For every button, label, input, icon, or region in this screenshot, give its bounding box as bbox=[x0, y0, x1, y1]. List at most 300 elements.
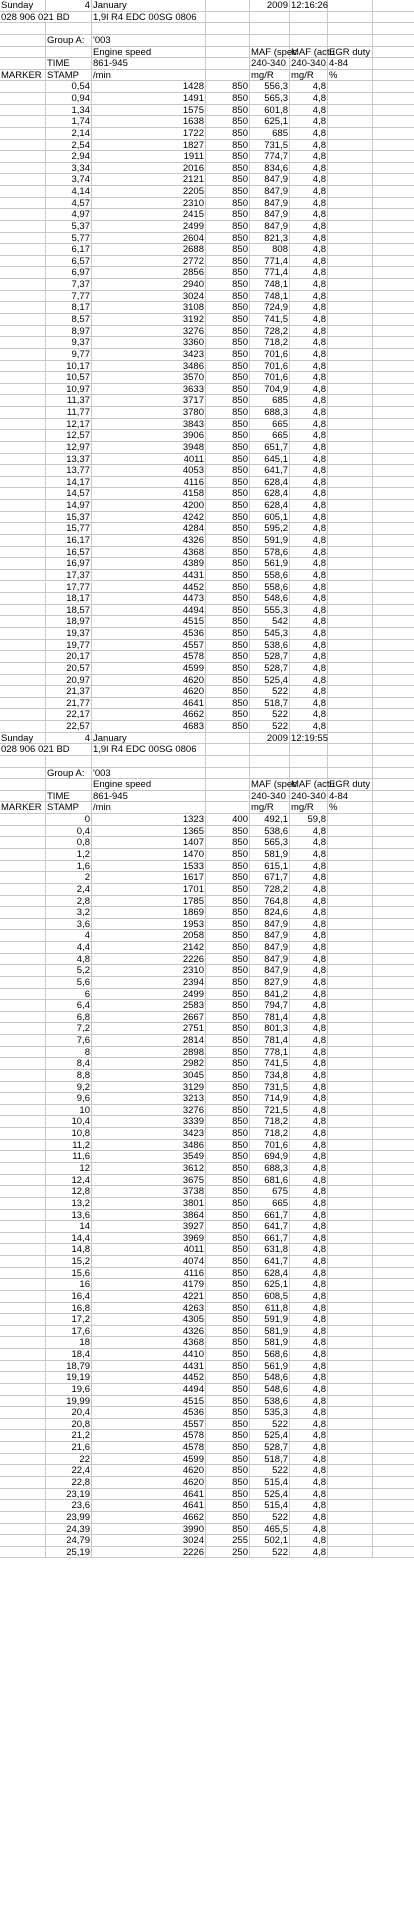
empty-cell[interactable] bbox=[373, 965, 414, 976]
engine-speed-cell[interactable]: 4452 bbox=[92, 582, 206, 593]
empty-cell[interactable] bbox=[373, 535, 414, 546]
maf-actual-cell[interactable]: 718,2 bbox=[250, 1116, 290, 1127]
egr-duty-cell[interactable]: 4,8 bbox=[290, 523, 328, 534]
stamp-cell[interactable]: 22,4 bbox=[46, 1465, 92, 1476]
year-cell[interactable]: 2009 bbox=[250, 0, 290, 11]
stamp-cell[interactable]: 10,17 bbox=[46, 361, 92, 372]
maf-spec-cell[interactable]: 850 bbox=[206, 244, 250, 255]
stamp-cell[interactable]: 19,99 bbox=[46, 1396, 92, 1407]
maf-spec-cell[interactable]: 850 bbox=[206, 884, 250, 895]
empty-cell[interactable] bbox=[373, 198, 414, 209]
maf-actual-cell[interactable]: 847,9 bbox=[250, 954, 290, 965]
egr-duty-cell[interactable]: 4,8 bbox=[290, 1512, 328, 1523]
marker-cell[interactable] bbox=[0, 861, 46, 872]
empty-cell[interactable] bbox=[373, 1372, 414, 1383]
stamp-cell[interactable]: 5,77 bbox=[46, 233, 92, 244]
maf-spec-cell[interactable]: 850 bbox=[206, 1105, 250, 1116]
empty-cell[interactable] bbox=[373, 279, 414, 290]
maf-actual-cell[interactable]: 528,7 bbox=[250, 663, 290, 674]
egr-duty-cell[interactable]: 4,8 bbox=[290, 151, 328, 162]
empty-cell[interactable] bbox=[373, 558, 414, 569]
empty-cell[interactable] bbox=[373, 698, 414, 709]
empty-cell[interactable] bbox=[373, 267, 414, 278]
marker-cell[interactable] bbox=[0, 965, 46, 976]
marker-cell[interactable] bbox=[0, 233, 46, 244]
empty-cell[interactable] bbox=[328, 837, 373, 848]
empty-cell[interactable] bbox=[328, 512, 373, 523]
engine-speed-cell[interactable]: 4431 bbox=[92, 570, 206, 581]
empty-cell[interactable] bbox=[328, 1326, 373, 1337]
maf-spec-cell[interactable]: 850 bbox=[206, 407, 250, 418]
empty-cell[interactable] bbox=[373, 1151, 414, 1162]
egr-duty-cell[interactable]: 4,8 bbox=[290, 488, 328, 499]
maf-actual-cell[interactable]: 847,9 bbox=[250, 174, 290, 185]
stamp-cell[interactable]: 18,57 bbox=[46, 605, 92, 616]
marker-cell[interactable] bbox=[0, 1454, 46, 1465]
stamp-cell[interactable]: 6,17 bbox=[46, 244, 92, 255]
empty-cell[interactable] bbox=[328, 1116, 373, 1127]
empty-cell[interactable] bbox=[373, 896, 414, 907]
maf-spec-cell[interactable]: 850 bbox=[206, 1489, 250, 1500]
empty-cell[interactable] bbox=[328, 407, 373, 418]
marker-cell[interactable] bbox=[0, 244, 46, 255]
empty-cell[interactable] bbox=[328, 523, 373, 534]
empty-cell[interactable] bbox=[373, 1198, 414, 1209]
maf-spec-cell[interactable]: 850 bbox=[206, 1442, 250, 1453]
day-cell[interactable]: 4 bbox=[46, 733, 92, 744]
empty-cell[interactable] bbox=[373, 907, 414, 918]
maf-spec-cell[interactable]: 850 bbox=[206, 291, 250, 302]
marker-cell[interactable] bbox=[0, 174, 46, 185]
stamp-cell[interactable]: 9,2 bbox=[46, 1082, 92, 1093]
maf-spec-cell[interactable]: 850 bbox=[206, 488, 250, 499]
maf-actual-cell[interactable]: 542 bbox=[250, 616, 290, 627]
empty-cell[interactable] bbox=[46, 779, 92, 790]
engine-speed-cell[interactable]: 3024 bbox=[92, 291, 206, 302]
maf-spec-cell[interactable]: 850 bbox=[206, 1256, 250, 1267]
stamp-cell[interactable]: 15,2 bbox=[46, 1256, 92, 1267]
engine-speed-cell[interactable]: 2142 bbox=[92, 942, 206, 953]
egr-duty-cell[interactable]: 4,8 bbox=[290, 291, 328, 302]
empty-cell[interactable] bbox=[92, 756, 206, 767]
engine-speed-cell[interactable]: 4242 bbox=[92, 512, 206, 523]
empty-cell[interactable] bbox=[373, 384, 414, 395]
engine-speed-cell[interactable]: 3948 bbox=[92, 442, 206, 453]
maf-spec-cell[interactable]: 850 bbox=[206, 930, 250, 941]
empty-cell[interactable] bbox=[373, 523, 414, 534]
marker-cell[interactable] bbox=[0, 279, 46, 290]
marker-cell[interactable] bbox=[0, 989, 46, 1000]
stamp-cell[interactable]: 15,37 bbox=[46, 512, 92, 523]
stamp-cell[interactable]: 6 bbox=[46, 989, 92, 1000]
empty-cell[interactable] bbox=[328, 1140, 373, 1151]
marker-cell[interactable] bbox=[0, 105, 46, 116]
marker-cell[interactable] bbox=[0, 570, 46, 581]
maf-spec-cell[interactable]: 850 bbox=[206, 1314, 250, 1325]
group-id-cell[interactable]: '003 bbox=[92, 35, 206, 46]
stamp-cell[interactable]: 16,97 bbox=[46, 558, 92, 569]
maf-actual-cell[interactable]: 771,4 bbox=[250, 267, 290, 278]
empty-cell[interactable] bbox=[328, 814, 373, 825]
stamp-cell[interactable]: 2,8 bbox=[46, 896, 92, 907]
engine-speed-cell[interactable]: 4011 bbox=[92, 454, 206, 465]
marker-cell[interactable] bbox=[0, 198, 46, 209]
egr-duty-cell[interactable]: 4,8 bbox=[290, 989, 328, 1000]
empty-cell[interactable] bbox=[328, 442, 373, 453]
maf-spec-cell[interactable]: 850 bbox=[206, 1326, 250, 1337]
egr-duty-cell[interactable]: 4,8 bbox=[290, 628, 328, 639]
empty-cell[interactable] bbox=[373, 744, 414, 755]
maf-spec-cell[interactable]: 850 bbox=[206, 1082, 250, 1093]
engine-speed-cell[interactable]: 2751 bbox=[92, 1023, 206, 1034]
empty-cell[interactable] bbox=[328, 535, 373, 546]
engine-speed-cell[interactable]: 4599 bbox=[92, 663, 206, 674]
stamp-cell[interactable]: 15,77 bbox=[46, 523, 92, 534]
marker-cell[interactable] bbox=[0, 1198, 46, 1209]
egr-duty-cell[interactable]: 4,8 bbox=[290, 1477, 328, 1488]
empty-cell[interactable] bbox=[373, 349, 414, 360]
empty-cell[interactable] bbox=[328, 221, 373, 232]
marker-cell[interactable] bbox=[0, 337, 46, 348]
stamp-cell[interactable]: 11,77 bbox=[46, 407, 92, 418]
egr-duty-cell[interactable]: 4,8 bbox=[290, 1279, 328, 1290]
empty-cell[interactable] bbox=[373, 0, 414, 11]
stamp-cell[interactable]: 19,19 bbox=[46, 1372, 92, 1383]
empty-cell[interactable] bbox=[328, 1407, 373, 1418]
egr-duty-cell[interactable]: 4,8 bbox=[290, 849, 328, 860]
maf-spec-cell[interactable]: 850 bbox=[206, 675, 250, 686]
marker-cell[interactable] bbox=[0, 1547, 46, 1558]
stamp-cell[interactable]: 10,8 bbox=[46, 1128, 92, 1139]
stamp-cell[interactable]: 13,2 bbox=[46, 1198, 92, 1209]
marker-cell[interactable] bbox=[0, 1489, 46, 1500]
stamp-cell[interactable]: 13,6 bbox=[46, 1210, 92, 1221]
maf-actual-cell[interactable]: 661,7 bbox=[250, 1210, 290, 1221]
egr-duty-cell[interactable]: 4,8 bbox=[290, 1535, 328, 1546]
time-label-cell[interactable]: TIME bbox=[46, 58, 92, 69]
empty-cell[interactable] bbox=[373, 663, 414, 674]
stamp-cell[interactable]: 13,77 bbox=[46, 465, 92, 476]
empty-cell[interactable] bbox=[290, 12, 328, 23]
engine-speed-cell[interactable]: 4053 bbox=[92, 465, 206, 476]
maf-actual-cell[interactable]: 764,8 bbox=[250, 896, 290, 907]
maf-actual-cell[interactable]: 628,4 bbox=[250, 1268, 290, 1279]
egr-duty-cell[interactable]: 4,8 bbox=[290, 1233, 328, 1244]
empty-cell[interactable] bbox=[328, 1000, 373, 1011]
engine-speed-cell[interactable]: 2226 bbox=[92, 954, 206, 965]
stamp-cell[interactable]: 14,17 bbox=[46, 477, 92, 488]
empty-cell[interactable] bbox=[46, 756, 92, 767]
empty-cell[interactable] bbox=[328, 1361, 373, 1372]
empty-cell[interactable] bbox=[373, 1326, 414, 1337]
maf-spec-cell[interactable]: 850 bbox=[206, 1524, 250, 1535]
empty-cell[interactable] bbox=[206, 733, 250, 744]
maf-actual-header[interactable]: MAF (actu bbox=[291, 779, 335, 791]
marker-cell[interactable] bbox=[0, 140, 46, 151]
engine-speed-cell[interactable]: 3633 bbox=[92, 384, 206, 395]
stamp-cell[interactable]: 18,4 bbox=[46, 1349, 92, 1360]
marker-cell[interactable] bbox=[0, 430, 46, 441]
engine-speed-cell[interactable]: 2310 bbox=[92, 965, 206, 976]
engine-speed-cell[interactable]: 3843 bbox=[92, 419, 206, 430]
empty-cell[interactable] bbox=[328, 1419, 373, 1430]
engine-speed-cell[interactable]: 4284 bbox=[92, 523, 206, 534]
maf-spec-cell[interactable]: 850 bbox=[206, 977, 250, 988]
empty-cell[interactable] bbox=[328, 1303, 373, 1314]
engine-speed-cell[interactable]: 4641 bbox=[92, 698, 206, 709]
empty-cell[interactable] bbox=[373, 163, 414, 174]
empty-cell[interactable] bbox=[373, 1140, 414, 1151]
empty-cell[interactable] bbox=[373, 802, 414, 813]
ecu-part-cell[interactable]: 028 906 021 BD bbox=[0, 744, 92, 755]
stamp-cell[interactable]: 6,97 bbox=[46, 267, 92, 278]
engine-speed-cell[interactable]: 3486 bbox=[92, 1140, 206, 1151]
maf-actual-cell[interactable]: 721,5 bbox=[250, 1105, 290, 1116]
maf-actual-cell[interactable]: 565,3 bbox=[250, 93, 290, 104]
stamp-cell[interactable]: 4,97 bbox=[46, 209, 92, 220]
engine-speed-cell[interactable]: 2415 bbox=[92, 209, 206, 220]
maf-spec-cell[interactable]: 850 bbox=[206, 81, 250, 92]
maf-spec-cell[interactable]: 850 bbox=[206, 1303, 250, 1314]
stamp-cell[interactable]: 8,97 bbox=[46, 326, 92, 337]
engine-speed-cell[interactable]: 4200 bbox=[92, 500, 206, 511]
engine-speed-cell[interactable]: 4662 bbox=[92, 1512, 206, 1523]
stamp-cell[interactable]: 4,4 bbox=[46, 942, 92, 953]
empty-cell[interactable] bbox=[328, 12, 373, 23]
empty-cell[interactable] bbox=[373, 640, 414, 651]
empty-cell[interactable] bbox=[328, 1524, 373, 1535]
marker-cell[interactable] bbox=[0, 1337, 46, 1348]
engine-speed-header[interactable]: Engine speed bbox=[92, 47, 206, 58]
empty-cell[interactable] bbox=[373, 140, 414, 151]
marker-cell[interactable] bbox=[0, 919, 46, 930]
maf-actual-cell[interactable]: 718,2 bbox=[250, 1128, 290, 1139]
engine-speed-cell[interactable]: 1827 bbox=[92, 140, 206, 151]
empty-cell[interactable] bbox=[328, 267, 373, 278]
maf-actual-cell[interactable]: 701,6 bbox=[250, 349, 290, 360]
empty-cell[interactable] bbox=[328, 1384, 373, 1395]
egr-duty-cell[interactable]: 4,8 bbox=[290, 1000, 328, 1011]
maf-actual-cell[interactable]: 671,7 bbox=[250, 872, 290, 883]
maf-spec-cell[interactable]: 850 bbox=[206, 209, 250, 220]
maf-spec-cell[interactable]: 850 bbox=[206, 1407, 250, 1418]
marker-cell[interactable] bbox=[0, 896, 46, 907]
stamp-cell[interactable]: 10 bbox=[46, 1105, 92, 1116]
stamp-cell[interactable]: 16 bbox=[46, 1279, 92, 1290]
stamp-cell[interactable]: 10,97 bbox=[46, 384, 92, 395]
egr-duty-cell[interactable]: 4,8 bbox=[290, 884, 328, 895]
maf-spec-cell[interactable]: 850 bbox=[206, 1512, 250, 1523]
stamp-cell[interactable]: 7,77 bbox=[46, 291, 92, 302]
empty-cell[interactable] bbox=[373, 849, 414, 860]
egr-duty-cell[interactable]: 4,8 bbox=[290, 1105, 328, 1116]
empty-cell[interactable] bbox=[328, 1372, 373, 1383]
engine-speed-cell[interactable]: 4620 bbox=[92, 1465, 206, 1476]
stamp-cell[interactable]: 4,8 bbox=[46, 954, 92, 965]
engine-speed-cell[interactable]: 3213 bbox=[92, 1093, 206, 1104]
empty-cell[interactable] bbox=[328, 1221, 373, 1232]
engine-speed-cell[interactable]: 4641 bbox=[92, 1500, 206, 1511]
egr-duty-cell[interactable]: 4,8 bbox=[290, 105, 328, 116]
empty-cell[interactable] bbox=[373, 570, 414, 581]
engine-speed-cell[interactable]: 1722 bbox=[92, 128, 206, 139]
egr-duty-cell[interactable]: 4,8 bbox=[290, 1012, 328, 1023]
egr-duty-cell[interactable]: 4,8 bbox=[290, 1256, 328, 1267]
maf-actual-cell[interactable]: 561,9 bbox=[250, 558, 290, 569]
egr-duty-cell[interactable]: 4,8 bbox=[290, 1524, 328, 1535]
empty-cell[interactable] bbox=[328, 140, 373, 151]
empty-cell[interactable] bbox=[373, 209, 414, 220]
stamp-cell[interactable]: 6,4 bbox=[46, 1000, 92, 1011]
empty-cell[interactable] bbox=[250, 35, 290, 46]
engine-speed-cell[interactable]: 4578 bbox=[92, 1430, 206, 1441]
maf-actual-cell[interactable]: 522 bbox=[250, 686, 290, 697]
maf-actual-cell[interactable]: 728,2 bbox=[250, 884, 290, 895]
maf-spec-cell[interactable]: 850 bbox=[206, 1419, 250, 1430]
egr-duty-cell[interactable]: 4,8 bbox=[290, 640, 328, 651]
maf-spec-cell[interactable]: 850 bbox=[206, 279, 250, 290]
egr-duty-cell[interactable]: 4,8 bbox=[290, 361, 328, 372]
maf-actual-cell[interactable]: 625,1 bbox=[250, 116, 290, 127]
empty-cell[interactable] bbox=[328, 930, 373, 941]
egr-duty-cell[interactable]: 4,8 bbox=[290, 1361, 328, 1372]
empty-cell[interactable] bbox=[290, 756, 328, 767]
marker-cell[interactable] bbox=[0, 1070, 46, 1081]
maf-actual-cell[interactable]: 518,7 bbox=[250, 1454, 290, 1465]
empty-cell[interactable] bbox=[328, 1082, 373, 1093]
maf-actual-cell[interactable]: 581,9 bbox=[250, 1337, 290, 1348]
empty-cell[interactable] bbox=[328, 186, 373, 197]
empty-cell[interactable] bbox=[46, 47, 92, 58]
marker-cell[interactable] bbox=[0, 1524, 46, 1535]
empty-cell[interactable] bbox=[373, 1291, 414, 1302]
egr-duty-cell[interactable]: 4,8 bbox=[290, 1326, 328, 1337]
stamp-cell[interactable]: 18,79 bbox=[46, 1361, 92, 1372]
stamp-cell[interactable]: 20,57 bbox=[46, 663, 92, 674]
stamp-cell[interactable]: 8,57 bbox=[46, 314, 92, 325]
stamp-cell[interactable]: 14,97 bbox=[46, 500, 92, 511]
empty-cell[interactable] bbox=[328, 81, 373, 92]
engine-speed-cell[interactable]: 3276 bbox=[92, 1105, 206, 1116]
marker-cell[interactable] bbox=[0, 1023, 46, 1034]
egr-duty-cell[interactable]: 4,8 bbox=[290, 1384, 328, 1395]
maf-spec-cell[interactable]: 850 bbox=[206, 965, 250, 976]
empty-cell[interactable] bbox=[373, 174, 414, 185]
empty-cell[interactable] bbox=[373, 989, 414, 1000]
empty-cell[interactable] bbox=[328, 349, 373, 360]
maf-spec-cell[interactable]: 850 bbox=[206, 163, 250, 174]
maf-spec-cell[interactable]: 850 bbox=[206, 151, 250, 162]
maf-spec-cell[interactable]: 850 bbox=[206, 128, 250, 139]
maf-actual-cell[interactable]: 748,1 bbox=[250, 279, 290, 290]
maf-actual-cell[interactable]: 641,7 bbox=[250, 1221, 290, 1232]
maf-actual-cell[interactable]: 834,6 bbox=[250, 163, 290, 174]
empty-cell[interactable] bbox=[373, 488, 414, 499]
egr-duty-cell[interactable]: 4,8 bbox=[290, 1407, 328, 1418]
maf-spec-cell[interactable]: 850 bbox=[206, 1070, 250, 1081]
empty-cell[interactable] bbox=[373, 1070, 414, 1081]
egr-duty-cell[interactable]: 4,8 bbox=[290, 547, 328, 558]
empty-cell[interactable] bbox=[373, 1500, 414, 1511]
empty-cell[interactable] bbox=[328, 151, 373, 162]
maf-spec-cell[interactable]: 850 bbox=[206, 1093, 250, 1104]
maf-spec-cell[interactable]: 850 bbox=[206, 1210, 250, 1221]
empty-cell[interactable] bbox=[0, 47, 46, 58]
marker-cell[interactable] bbox=[0, 128, 46, 139]
stamp-cell[interactable]: 5,6 bbox=[46, 977, 92, 988]
marker-cell[interactable] bbox=[0, 616, 46, 627]
maf-spec-cell[interactable]: 850 bbox=[206, 1349, 250, 1360]
engine-speed-cell[interactable]: 3612 bbox=[92, 1163, 206, 1174]
stamp-cell[interactable]: 0,4 bbox=[46, 826, 92, 837]
egr-duty-cell[interactable]: 4,8 bbox=[290, 337, 328, 348]
stamp-cell[interactable]: 9,37 bbox=[46, 337, 92, 348]
empty-cell[interactable] bbox=[328, 500, 373, 511]
engine-speed-cell[interactable]: 4221 bbox=[92, 1291, 206, 1302]
engine-speed-cell[interactable]: 2310 bbox=[92, 198, 206, 209]
empty-cell[interactable] bbox=[373, 686, 414, 697]
stamp-cell[interactable]: 17,37 bbox=[46, 570, 92, 581]
egr-duty-cell[interactable]: 4,8 bbox=[290, 1303, 328, 1314]
egr-duty-cell[interactable]: 4,8 bbox=[290, 372, 328, 383]
egr-duty-cell[interactable]: 4,8 bbox=[290, 1210, 328, 1221]
maf-spec-cell[interactable]: 850 bbox=[206, 849, 250, 860]
engine-speed-cell[interactable]: 4620 bbox=[92, 1477, 206, 1488]
maf-actual-cell[interactable]: 611,8 bbox=[250, 1303, 290, 1314]
maf-actual-cell[interactable]: 847,9 bbox=[250, 209, 290, 220]
empty-cell[interactable] bbox=[328, 570, 373, 581]
marker-cell[interactable] bbox=[0, 1012, 46, 1023]
marker-cell[interactable] bbox=[0, 1349, 46, 1360]
group-label-cell[interactable]: Group A: bbox=[46, 768, 92, 779]
maf-actual-range-cell[interactable]: 240-340 bbox=[290, 791, 328, 802]
empty-cell[interactable] bbox=[328, 1186, 373, 1197]
empty-cell[interactable] bbox=[328, 547, 373, 558]
empty-cell[interactable] bbox=[328, 826, 373, 837]
maf-spec-cell[interactable]: 850 bbox=[206, 1384, 250, 1395]
marker-cell[interactable] bbox=[0, 721, 46, 732]
empty-cell[interactable] bbox=[206, 768, 250, 779]
stamp-cell[interactable]: 14,57 bbox=[46, 488, 92, 499]
egr-duty-cell[interactable]: 4,8 bbox=[290, 826, 328, 837]
maf-spec-cell[interactable]: 850 bbox=[206, 1047, 250, 1058]
stamp-cell[interactable]: 23,99 bbox=[46, 1512, 92, 1523]
maf-spec-cell[interactable]: 850 bbox=[206, 663, 250, 674]
egr-duty-cell[interactable]: 4,8 bbox=[290, 477, 328, 488]
egr-duty-cell[interactable]: 4,8 bbox=[290, 186, 328, 197]
empty-cell[interactable] bbox=[328, 430, 373, 441]
marker-cell[interactable] bbox=[0, 186, 46, 197]
marker-cell[interactable] bbox=[0, 1244, 46, 1255]
egr-unit-cell[interactable]: % bbox=[328, 70, 373, 81]
empty-cell[interactable] bbox=[328, 651, 373, 662]
marker-cell[interactable] bbox=[0, 361, 46, 372]
empty-cell[interactable] bbox=[328, 198, 373, 209]
stamp-cell[interactable]: 14 bbox=[46, 1221, 92, 1232]
egr-duty-cell[interactable]: 4,8 bbox=[290, 1430, 328, 1441]
egr-duty-cell[interactable]: 4,8 bbox=[290, 1070, 328, 1081]
stamp-cell[interactable]: 9,6 bbox=[46, 1093, 92, 1104]
empty-cell[interactable] bbox=[373, 1279, 414, 1290]
maf-actual-cell[interactable]: 538,6 bbox=[250, 826, 290, 837]
empty-cell[interactable] bbox=[373, 1233, 414, 1244]
maf-spec-cell[interactable]: 850 bbox=[206, 337, 250, 348]
empty-cell[interactable] bbox=[328, 628, 373, 639]
stamp-cell[interactable]: 0,8 bbox=[46, 837, 92, 848]
engine-unit-cell[interactable]: /min bbox=[92, 70, 206, 81]
egr-duty-cell[interactable]: 4,8 bbox=[290, 1372, 328, 1383]
marker-cell[interactable] bbox=[0, 1175, 46, 1186]
